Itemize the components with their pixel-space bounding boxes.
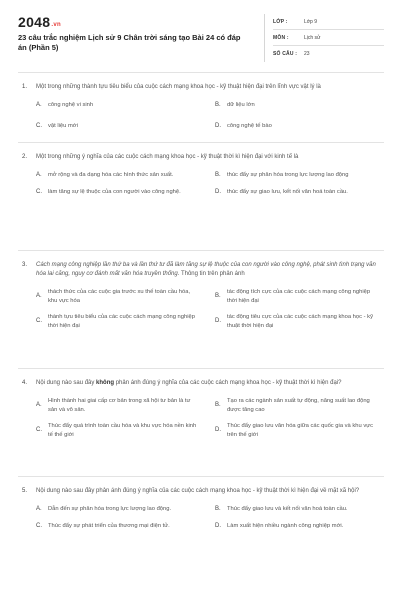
answer-option-c[interactable] <box>36 522 205 531</box>
answer-text: Dẫn đến sự phân hóa trong lực lượng lao động. <box>48 506 172 512</box>
answer-option-d[interactable] <box>215 422 384 439</box>
answer-option-b[interactable] <box>215 101 384 110</box>
question-quote: Cách mạng công nghiệp lần thứ ba và lần thứ tư đã làm tăng sự lệ thuộc của con người vào công nghệ, phát sinh tình trạng văn hóa lai căng, nguy cơ đánh mất văn hóa truyền thống. <box>36 262 376 277</box>
answer-text: làm tăng sự lệ thuộc của con người vào công nghệ. <box>48 188 181 195</box>
answer-option-d[interactable] <box>215 313 384 330</box>
answer-option-c[interactable] <box>36 422 205 439</box>
answer-text: vật liệu mới <box>48 122 78 129</box>
logo-text: 2048 <box>18 14 51 30</box>
answer-text: Thúc đẩy sự phát triển của thương mại điện tử. <box>48 522 170 529</box>
answer-option-b[interactable] <box>215 171 384 180</box>
answer-letter: C. <box>36 188 42 195</box>
question-text: Một trong những ý nghĩa của các cuộc cách mạng khoa học - kỹ thuật thời kì hiện đại với kinh tế là <box>36 154 299 160</box>
meta-row-subject <box>273 30 384 46</box>
answer-letter: C. <box>36 122 42 129</box>
answer-text: tác động tích cực của các cuộc cách mạng công nghiệp thời hiện đại <box>227 289 371 304</box>
question-number: 1. <box>22 84 28 90</box>
meta-value: 23 <box>304 51 310 57</box>
question-text <box>36 261 384 279</box>
meta-label: SỐ CÂU : <box>273 51 298 57</box>
answer-letter: D. <box>215 522 221 529</box>
answer-text: Thúc đẩy giao lưu và kết nối văn hoá toàn cầu. <box>227 506 348 512</box>
answer-letter: C. <box>36 427 42 434</box>
answer-letter: B. <box>215 102 221 108</box>
question-text-after: phản ánh đúng ý nghĩa của các cuộc cách mạng khoa học - kỹ thuật thời kì hiện đại? <box>114 380 342 386</box>
answer-option-c[interactable] <box>36 122 205 131</box>
meta-value: Lịch sử <box>304 34 321 41</box>
question-number: 4. <box>22 380 28 386</box>
meta-value: Lớp 9 <box>304 18 318 25</box>
answer-letter: D. <box>215 318 221 325</box>
answer-text: thách thức của các cuộc gia trước xu thế toàn cầu hóa, khu vực hóa <box>48 289 191 304</box>
page-header <box>18 14 384 64</box>
answer-letter: A. <box>36 402 42 409</box>
answer-option-b[interactable] <box>215 505 384 514</box>
question-2 <box>18 142 384 250</box>
page-title: 23 câu trắc nghiệm Lịch sử 9 Chân trời sáng tạo Bài 24 có đáp án (Phần 5) <box>18 33 241 52</box>
question-1 <box>18 72 384 142</box>
question-5 <box>18 476 384 576</box>
question-list <box>18 72 384 576</box>
answer-letter: C. <box>36 318 42 325</box>
answer-text: mở rộng và đa dạng hóa các hình thức sản xuất. <box>48 172 174 178</box>
answer-letter: D. <box>215 188 221 195</box>
answer-option-d[interactable] <box>215 122 384 131</box>
answer-text: công nghệ vi sinh <box>48 102 94 108</box>
answer-letter: A. <box>36 172 42 178</box>
question-number: 2. <box>22 154 28 160</box>
answer-text: thúc đẩy sự giao lưu, kết nối văn hoá toàn cầu. <box>227 188 348 195</box>
answer-letter: C. <box>36 522 42 529</box>
question-text: Nội dung nào sau đây phản ánh đúng ý nghĩa của các cuộc cách mạng khoa học - kỹ thuật thời kì hiện đại về mặt xã hội? <box>36 488 360 494</box>
site-logo[interactable] <box>18 14 61 30</box>
answer-option-a[interactable] <box>36 171 205 180</box>
meta-label: LỚP : <box>273 18 288 25</box>
answer-letter: B. <box>215 293 221 300</box>
question-text-before: Nội dung nào sau đây <box>36 380 97 386</box>
question-4 <box>18 368 384 476</box>
answer-letter: D. <box>215 427 221 434</box>
logo-suffix: .vn <box>51 22 61 28</box>
answer-letter: A. <box>36 102 42 108</box>
meta-info-box <box>264 14 384 62</box>
question-number: 5. <box>22 488 28 494</box>
answer-text: thành tựu tiêu biểu của các cuộc cách mạng công nghiệp thời hiện đại <box>48 314 195 329</box>
answer-option-d[interactable] <box>215 522 384 531</box>
answer-text: Thúc đẩy quá trình toàn cầu hóa và khu vực hóa nền kinh tế thế giới <box>48 423 197 438</box>
answer-option-a[interactable] <box>36 101 205 110</box>
answer-option-b[interactable] <box>215 397 384 414</box>
answer-letter: D. <box>215 122 221 129</box>
question-text: Một trong những thành tựu tiêu biểu của cuộc cách mạng khoa học - kỹ thuật hiện đại trên lĩnh vực vật lý là <box>36 84 321 90</box>
answer-option-a[interactable] <box>36 288 205 305</box>
question-number: 3. <box>22 262 28 268</box>
question-text <box>36 379 384 388</box>
answer-text: công nghệ tế bào <box>227 122 272 129</box>
question-prompt: Thông tin trên phản ánh <box>179 271 245 277</box>
answer-text: Hình thành hai giai cấp cơ bản trong xã hội tư bản là tư sản và vô sản. <box>48 398 191 413</box>
meta-row-count <box>273 46 384 62</box>
answer-option-c[interactable] <box>36 188 205 197</box>
answer-option-a[interactable] <box>36 505 205 514</box>
answer-option-c[interactable] <box>36 313 205 330</box>
answer-option-b[interactable] <box>215 288 384 305</box>
meta-row-class <box>273 14 384 30</box>
answer-text: dữ liệu lớn <box>227 102 255 108</box>
question-3 <box>18 250 384 368</box>
answer-letter: A. <box>36 506 42 512</box>
answer-option-d[interactable] <box>215 188 384 197</box>
answer-letter: B. <box>215 402 221 409</box>
answer-text: tác động tiêu cực của các cuộc cách mạng khoa học - kỹ thuật thời hiện đại <box>227 314 373 329</box>
answer-letter: B. <box>215 506 221 512</box>
answer-text: thúc đẩy sự phân hóa trong lực lượng lao động <box>227 172 349 178</box>
meta-label: MÔN : <box>273 34 289 41</box>
answer-option-a[interactable] <box>36 397 205 414</box>
answer-text: Thúc đẩy giao lưu văn hóa giữa các quốc gia và khu vực trên thế giới <box>227 423 374 438</box>
answer-text: Làm xuất hiện nhiều ngành công nghiệp mới. <box>227 522 344 529</box>
answer-letter: B. <box>215 172 221 178</box>
answer-text: Tạo ra các ngành sản xuất tự động, năng suất lao động được tăng cao <box>227 398 370 413</box>
answer-letter: A. <box>36 293 42 300</box>
question-emphasis: không <box>96 380 115 386</box>
